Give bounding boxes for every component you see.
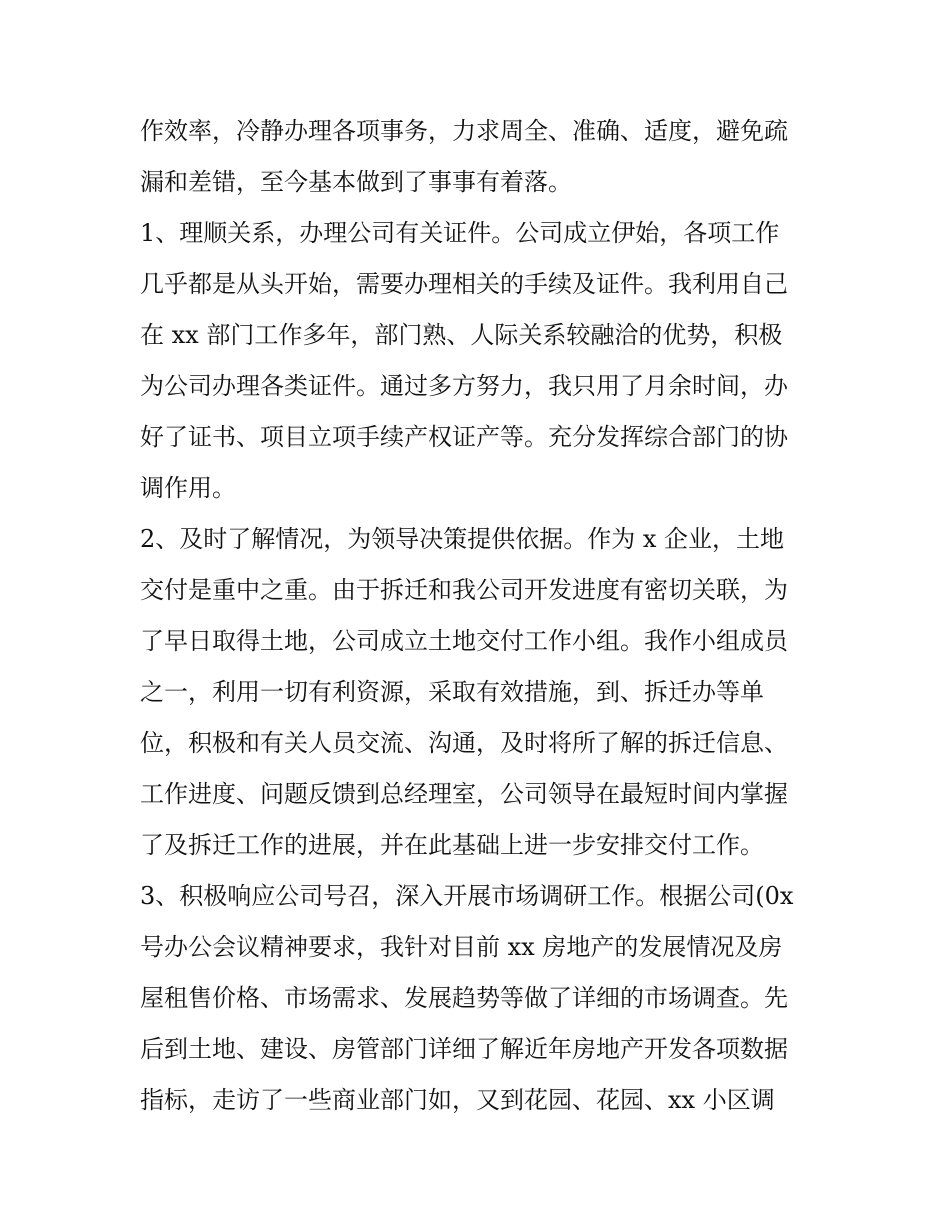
text-line: 后到土地、建设、房管部门详细了解近年房地产开发各项数据 [140,1035,788,1063]
text-line: 号办公会议精神要求，我针对目前 xx 房地产的发展情况及房 [140,933,783,961]
text-line: 位，积极和有关人员交流、沟通，及时将所了解的拆迁信息、 [140,729,788,757]
text-line: 2、及时了解情况，为领导决策提供依据。作为 x 企业，土地 [140,525,785,553]
text-line: 屋租售价格、市场需求、发展趋势等做了详细的市场调查。先 [140,984,788,1012]
text-line: 在 xx 部门工作多年，部门熟、人际关系较融洽的优势，积极 [140,321,783,349]
text-line: 工作进度、问题反馈到总经理室，公司领导在最短时间内掌握 [140,780,788,808]
document-body [140,106,820,1126]
text-line: 好了证书、项目立项手续产权证产等。充分发挥综合部门的协 [140,423,788,451]
text-line: 了及拆迁工作的进展，并在此基础上进一步安排交付工作。 [140,831,764,859]
text-line: 1、理顺关系，办理公司有关证件。公司成立伊始，各项工作 [140,219,780,247]
text-line: 漏和差错，至今基本做到了事事有着落。 [140,168,572,196]
text-line: 为公司办理各类证件。通过多方努力，我只用了月余时间，办 [140,372,788,400]
text-line: 3、积极响应公司号召，深入开展市场调研工作。根据公司(0x [140,882,794,910]
text-line: 交付是重中之重。由于拆迁和我公司开发进度有密切关联，为 [140,576,788,604]
text-line: 指标，走访了一些商业部门如，又到花园、花园、xx 小区调 [140,1086,775,1114]
text-line: 调作用。 [140,474,236,502]
text-line: 之一，利用一切有利资源，采取有效措施，到、拆迁办等单 [140,678,764,706]
text-line: 作效率，冷静办理各项事务，力求周全、准确、适度，避免疏 [140,117,788,145]
text-line: 了早日取得土地，公司成立土地交付工作小组。我作小组成员 [140,627,788,655]
text-line: 几乎都是从头开始，需要办理相关的手续及证件。我利用自己 [140,270,788,298]
